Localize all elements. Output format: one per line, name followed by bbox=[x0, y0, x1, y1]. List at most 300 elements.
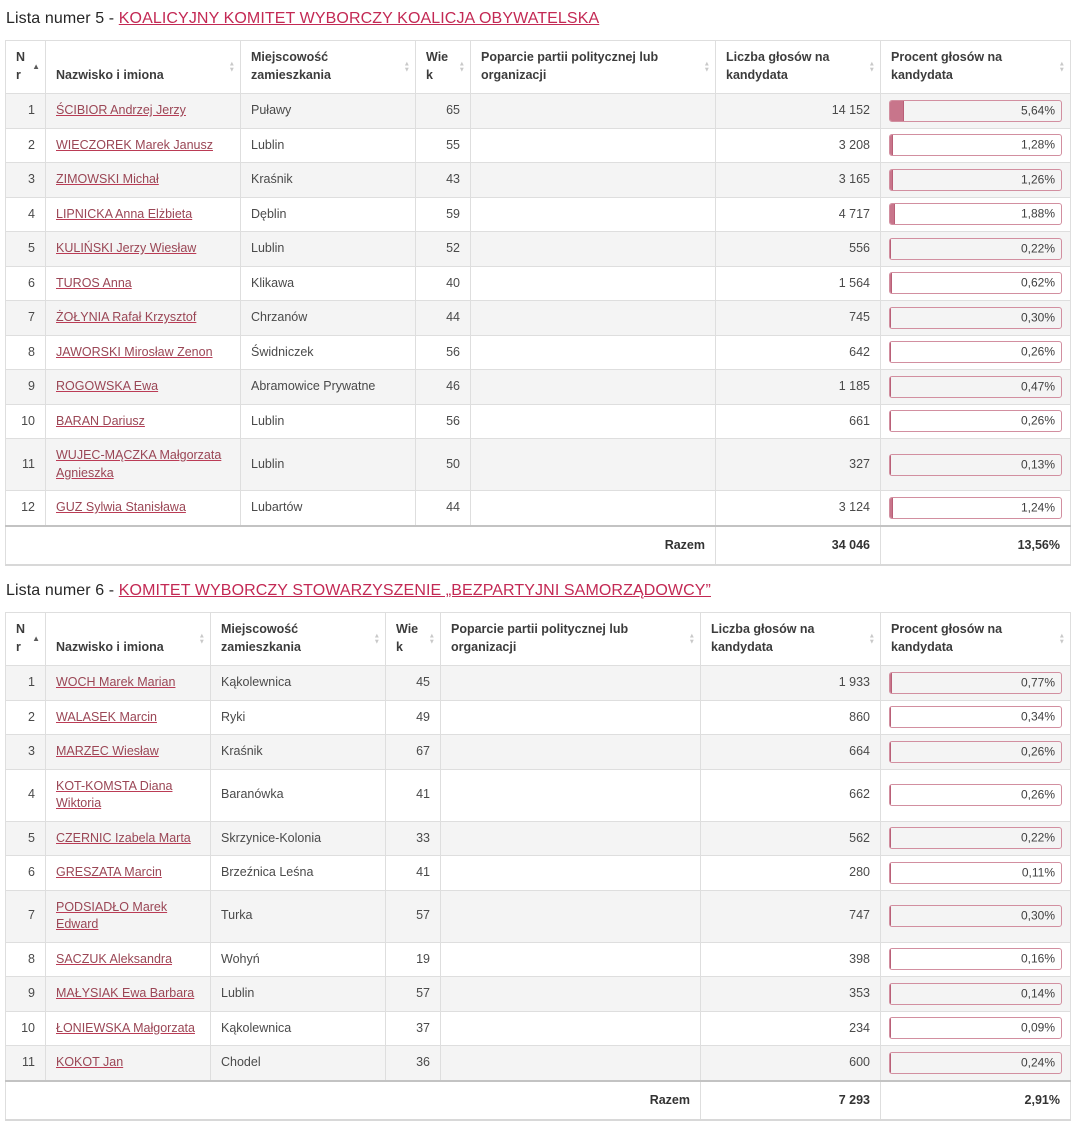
cell-percent bbox=[881, 735, 1071, 770]
column-header-name[interactable] bbox=[46, 613, 211, 666]
candidates-table-container bbox=[5, 612, 1070, 1121]
cell-city: Kąkolewnica bbox=[211, 666, 386, 701]
cell-name bbox=[46, 404, 241, 439]
cell-nr: 11 bbox=[6, 1046, 46, 1081]
percent-bar-fill bbox=[890, 455, 891, 475]
column-header-label: Nr bbox=[16, 622, 26, 654]
cell-age: 45 bbox=[386, 666, 441, 701]
percent-bar bbox=[889, 862, 1062, 884]
cell-votes: 3 208 bbox=[716, 128, 881, 163]
table-row bbox=[6, 197, 1071, 232]
percent-bar bbox=[889, 741, 1062, 763]
cell-support bbox=[441, 856, 701, 891]
column-header-support[interactable] bbox=[441, 613, 701, 666]
cell-name bbox=[46, 94, 241, 129]
cell-age: 36 bbox=[386, 1046, 441, 1081]
cell-city: Lublin bbox=[241, 439, 416, 491]
column-header-support[interactable] bbox=[471, 41, 716, 94]
cell-support bbox=[441, 977, 701, 1012]
cell-nr: 9 bbox=[6, 370, 46, 405]
committee-link[interactable]: KOMITET WYBORCZY STOWARZYSZENIE „BEZPARTYJNI SAMORZĄDOWCY” bbox=[118, 582, 711, 599]
percent-value: 1,28% bbox=[1020, 137, 1055, 152]
cell-name bbox=[46, 491, 241, 526]
column-header-age[interactable] bbox=[416, 41, 471, 94]
cell-nr: 6 bbox=[6, 856, 46, 891]
percent-bar-fill bbox=[890, 342, 891, 362]
totals-percent: 2,91% bbox=[881, 1081, 1071, 1121]
percent-value: 1,88% bbox=[1020, 206, 1055, 221]
cell-city: Lublin bbox=[241, 128, 416, 163]
cell-votes: 327 bbox=[716, 439, 881, 491]
percent-bar-fill bbox=[890, 411, 891, 431]
sort-both-icon: ▲ ▼ bbox=[703, 60, 710, 73]
percent-bar bbox=[889, 454, 1062, 476]
cell-votes: 4 717 bbox=[716, 197, 881, 232]
cell-votes: 745 bbox=[716, 301, 881, 336]
header-row bbox=[6, 41, 1071, 94]
percent-bar-fill bbox=[890, 239, 891, 259]
cell-nr: 1 bbox=[6, 666, 46, 701]
percent-bar-fill bbox=[890, 498, 893, 518]
cell-percent bbox=[881, 128, 1071, 163]
candidate-link[interactable]: CZERNIC Izabela Marta bbox=[56, 830, 191, 845]
cell-votes: 662 bbox=[701, 769, 881, 821]
cell-votes: 1 564 bbox=[716, 266, 881, 301]
cell-city: Świdniczek bbox=[241, 335, 416, 370]
cell-support bbox=[441, 1011, 701, 1046]
candidate-link[interactable]: KULIŃSKI Jerzy Wiesław bbox=[56, 241, 197, 255]
percent-value: 0,26% bbox=[1020, 744, 1055, 759]
cell-votes: 562 bbox=[701, 821, 881, 856]
percent-value: 0,22% bbox=[1020, 241, 1055, 256]
cell-percent bbox=[881, 197, 1071, 232]
candidate-link[interactable]: KOT-KOMSTA Diana Wiktoria bbox=[56, 778, 173, 810]
cell-percent bbox=[881, 370, 1071, 405]
candidate-link[interactable]: ROGOWSKA Ewa bbox=[56, 379, 159, 393]
candidates-table-container bbox=[5, 40, 1070, 566]
candidate-link[interactable]: PODSIADŁO Marek Edward bbox=[56, 899, 168, 931]
cell-name bbox=[46, 735, 211, 770]
percent-bar-fill bbox=[890, 906, 891, 926]
percent-bar bbox=[889, 827, 1062, 849]
percent-value: 0,30% bbox=[1020, 310, 1055, 325]
percent-bar-fill bbox=[890, 1018, 891, 1038]
sort-asc-icon: ▲ bbox=[32, 634, 40, 643]
percent-bar bbox=[889, 706, 1062, 728]
cell-name bbox=[46, 1046, 211, 1081]
cell-votes: 664 bbox=[701, 735, 881, 770]
percent-bar bbox=[889, 983, 1062, 1005]
candidate-link[interactable]: KOKOT Jan bbox=[56, 1055, 124, 1069]
candidate-link[interactable]: MARZEC Wiesław bbox=[56, 744, 159, 758]
cell-votes: 3 124 bbox=[716, 491, 881, 526]
cell-name bbox=[46, 197, 241, 232]
candidate-link[interactable]: MAŁYSIAK Ewa Barbara bbox=[56, 986, 195, 1000]
sort-both-icon: ▲ ▼ bbox=[1058, 60, 1065, 73]
column-header-label: Liczba głosów na kandydata bbox=[711, 622, 815, 654]
cell-city: Brzeźnica Leśna bbox=[211, 856, 386, 891]
cell-age: 49 bbox=[386, 700, 441, 735]
cell-city: Kraśnik bbox=[241, 163, 416, 198]
column-header-percent[interactable] bbox=[881, 613, 1071, 666]
cell-votes: 14 152 bbox=[716, 94, 881, 129]
percent-bar bbox=[889, 272, 1062, 294]
cell-support bbox=[441, 700, 701, 735]
cell-age: 50 bbox=[416, 439, 471, 491]
cell-city: Skrzynice-Kolonia bbox=[211, 821, 386, 856]
percent-value: 0,34% bbox=[1020, 709, 1055, 724]
candidate-link[interactable]: GRESZATA Marcin bbox=[56, 865, 162, 879]
percent-bar-fill bbox=[890, 273, 892, 293]
cell-percent bbox=[881, 977, 1071, 1012]
percent-value: 0,22% bbox=[1020, 830, 1055, 845]
cell-nr: 11 bbox=[6, 439, 46, 491]
percent-bar bbox=[889, 497, 1062, 519]
cell-nr: 7 bbox=[6, 890, 46, 942]
cell-nr: 8 bbox=[6, 942, 46, 977]
cell-name bbox=[46, 370, 241, 405]
candidate-link[interactable]: GUZ Sylwia Stanisława bbox=[56, 500, 186, 514]
cell-name bbox=[46, 128, 241, 163]
candidate-link[interactable]: TUROS Anna bbox=[56, 275, 132, 290]
cell-age: 57 bbox=[386, 890, 441, 942]
sort-both-icon: ▲ ▼ bbox=[688, 632, 695, 645]
cell-support bbox=[441, 942, 701, 977]
cell-nr: 6 bbox=[6, 266, 46, 301]
column-header-nr[interactable] bbox=[6, 41, 46, 94]
column-header-label: Wiek bbox=[426, 50, 449, 82]
percent-bar bbox=[889, 100, 1062, 122]
table-row bbox=[6, 1011, 1071, 1046]
candidate-link[interactable]: ŁONIEWSKA Małgorzata bbox=[56, 1020, 195, 1035]
totals-votes: 7 293 bbox=[701, 1081, 881, 1121]
cell-votes: 1 933 bbox=[701, 666, 881, 701]
cell-age: 57 bbox=[386, 977, 441, 1012]
percent-bar bbox=[889, 784, 1062, 806]
list-section-6 bbox=[5, 582, 1070, 1121]
cell-votes: 234 bbox=[701, 1011, 881, 1046]
sort-both-icon: ▲ ▼ bbox=[228, 60, 235, 73]
percent-value: 0,16% bbox=[1020, 951, 1055, 966]
percent-value: 5,64% bbox=[1020, 103, 1055, 118]
cell-support bbox=[471, 94, 716, 129]
totals-label: Razem bbox=[6, 526, 716, 566]
cell-support bbox=[471, 232, 716, 267]
cell-percent bbox=[881, 700, 1071, 735]
percent-bar-fill bbox=[890, 742, 891, 762]
cell-city: Dęblin bbox=[241, 197, 416, 232]
cell-age: 33 bbox=[386, 821, 441, 856]
cell-support bbox=[471, 197, 716, 232]
column-header-name[interactable] bbox=[46, 41, 241, 94]
cell-percent bbox=[881, 335, 1071, 370]
cell-support bbox=[471, 163, 716, 198]
list-title bbox=[6, 582, 1070, 600]
cell-age: 44 bbox=[416, 301, 471, 336]
column-header-label: Liczba głosów na kandydata bbox=[726, 50, 830, 82]
column-header-label: Wiek bbox=[396, 622, 419, 654]
percent-bar-fill bbox=[890, 828, 891, 848]
percent-value: 0,26% bbox=[1020, 787, 1055, 802]
table-row bbox=[6, 439, 1071, 491]
cell-votes: 398 bbox=[701, 942, 881, 977]
cell-age: 59 bbox=[416, 197, 471, 232]
table-row bbox=[6, 335, 1071, 370]
table-row bbox=[6, 769, 1071, 821]
percent-bar bbox=[889, 905, 1062, 927]
column-header-percent[interactable] bbox=[881, 41, 1071, 94]
table-row bbox=[6, 232, 1071, 267]
cell-name bbox=[46, 890, 211, 942]
cell-nr: 12 bbox=[6, 491, 46, 526]
percent-value: 0,09% bbox=[1020, 1020, 1055, 1035]
percent-bar bbox=[889, 1017, 1062, 1039]
cell-percent bbox=[881, 266, 1071, 301]
cell-age: 55 bbox=[416, 128, 471, 163]
cell-name bbox=[46, 439, 241, 491]
candidate-link[interactable]: WIECZOREK Marek Janusz bbox=[56, 137, 213, 152]
cell-city: Klikawa bbox=[241, 266, 416, 301]
cell-support bbox=[471, 439, 716, 491]
percent-bar-fill bbox=[890, 707, 891, 727]
percent-bar bbox=[889, 1052, 1062, 1074]
percent-bar-fill bbox=[890, 101, 904, 121]
totals-label: Razem bbox=[6, 1081, 701, 1121]
cell-percent bbox=[881, 1011, 1071, 1046]
column-header-label: Miejscowość zamieszkania bbox=[251, 50, 331, 82]
cell-nr: 9 bbox=[6, 977, 46, 1012]
column-header-label: Nazwisko i imiona bbox=[56, 67, 164, 82]
candidate-link[interactable]: WOCH Marek Marian bbox=[56, 675, 176, 689]
cell-support bbox=[471, 404, 716, 439]
cell-support bbox=[441, 821, 701, 856]
cell-votes: 3 165 bbox=[716, 163, 881, 198]
cell-city: Puławy bbox=[241, 94, 416, 129]
sort-both-icon: ▲ ▼ bbox=[1058, 632, 1065, 645]
cell-name bbox=[46, 821, 211, 856]
table-row bbox=[6, 890, 1071, 942]
column-header-votes[interactable] bbox=[701, 613, 881, 666]
cell-name bbox=[46, 769, 211, 821]
percent-bar-fill bbox=[890, 170, 893, 190]
table-row bbox=[6, 666, 1071, 701]
cell-votes: 353 bbox=[701, 977, 881, 1012]
percent-value: 0,77% bbox=[1020, 675, 1055, 690]
cell-city: Turka bbox=[211, 890, 386, 942]
cell-name bbox=[46, 1011, 211, 1046]
percent-bar bbox=[889, 169, 1062, 191]
cell-votes: 1 185 bbox=[716, 370, 881, 405]
column-header-label: Miejscowość zamieszkania bbox=[221, 622, 301, 654]
column-header-city[interactable] bbox=[241, 41, 416, 94]
cell-support bbox=[441, 769, 701, 821]
cell-nr: 8 bbox=[6, 335, 46, 370]
cell-age: 46 bbox=[416, 370, 471, 405]
candidate-link[interactable]: BARAN Dariusz bbox=[56, 413, 145, 428]
cell-age: 67 bbox=[386, 735, 441, 770]
percent-bar-fill bbox=[890, 785, 891, 805]
cell-nr: 7 bbox=[6, 301, 46, 336]
list-section-5 bbox=[5, 10, 1070, 566]
cell-votes: 661 bbox=[716, 404, 881, 439]
percent-value: 0,30% bbox=[1020, 908, 1055, 923]
cell-city: Kąkolewnica bbox=[211, 1011, 386, 1046]
column-header-nr[interactable] bbox=[6, 613, 46, 666]
cell-nr: 5 bbox=[6, 232, 46, 267]
percent-bar-fill bbox=[890, 308, 891, 328]
table-row bbox=[6, 821, 1071, 856]
percent-value: 1,24% bbox=[1020, 500, 1055, 515]
cell-age: 56 bbox=[416, 335, 471, 370]
percent-bar-fill bbox=[890, 984, 891, 1004]
cell-support bbox=[441, 735, 701, 770]
table-row bbox=[6, 491, 1071, 526]
table-row bbox=[6, 301, 1071, 336]
cell-age: 43 bbox=[416, 163, 471, 198]
percent-bar bbox=[889, 238, 1062, 260]
candidate-link[interactable]: LIPNICKA Anna Elżbieta bbox=[56, 206, 193, 221]
percent-bar-fill bbox=[890, 377, 891, 397]
totals-row bbox=[6, 1081, 1071, 1121]
cell-percent bbox=[881, 890, 1071, 942]
cell-nr: 10 bbox=[6, 404, 46, 439]
column-header-label: Nr bbox=[16, 50, 26, 82]
cell-city: Baranówka bbox=[211, 769, 386, 821]
cell-age: 19 bbox=[386, 942, 441, 977]
percent-value: 0,26% bbox=[1020, 413, 1055, 428]
cell-city: Kraśnik bbox=[211, 735, 386, 770]
candidate-link[interactable]: ŚCIBIOR Andrzej Jerzy bbox=[56, 103, 186, 117]
cell-city: Lubartów bbox=[241, 491, 416, 526]
table-row bbox=[6, 942, 1071, 977]
percent-bar bbox=[889, 410, 1062, 432]
cell-support bbox=[471, 370, 716, 405]
candidates-table bbox=[5, 612, 1071, 1121]
cell-support bbox=[471, 335, 716, 370]
list-title bbox=[6, 10, 1070, 28]
candidate-link[interactable]: JAWORSKI Mirosław Zenon bbox=[56, 344, 213, 359]
cell-support bbox=[471, 266, 716, 301]
sort-both-icon: ▲ ▼ bbox=[868, 60, 875, 73]
cell-votes: 747 bbox=[701, 890, 881, 942]
cell-age: 65 bbox=[416, 94, 471, 129]
percent-bar-fill bbox=[890, 135, 893, 155]
cell-city: Lublin bbox=[211, 977, 386, 1012]
table-row bbox=[6, 856, 1071, 891]
list-title-prefix: Lista numer 5 - bbox=[6, 10, 119, 27]
cell-percent bbox=[881, 1046, 1071, 1081]
cell-city: Chrzanów bbox=[241, 301, 416, 336]
percent-bar-fill bbox=[890, 673, 892, 693]
cell-age: 41 bbox=[386, 856, 441, 891]
percent-bar bbox=[889, 307, 1062, 329]
cell-nr: 10 bbox=[6, 1011, 46, 1046]
cell-name bbox=[46, 700, 211, 735]
cell-percent bbox=[881, 491, 1071, 526]
cell-nr: 2 bbox=[6, 128, 46, 163]
cell-name bbox=[46, 163, 241, 198]
cell-age: 40 bbox=[416, 266, 471, 301]
cell-votes: 556 bbox=[716, 232, 881, 267]
cell-percent bbox=[881, 769, 1071, 821]
cell-votes: 860 bbox=[701, 700, 881, 735]
cell-name bbox=[46, 266, 241, 301]
cell-support bbox=[441, 1046, 701, 1081]
column-header-label: Nazwisko i imiona bbox=[56, 639, 164, 654]
cell-nr: 1 bbox=[6, 94, 46, 129]
cell-percent bbox=[881, 232, 1071, 267]
cell-age: 56 bbox=[416, 404, 471, 439]
candidate-link[interactable]: SACZUK Aleksandra bbox=[56, 951, 173, 966]
sort-both-icon: ▲ ▼ bbox=[428, 632, 435, 645]
table-row bbox=[6, 128, 1071, 163]
cell-percent bbox=[881, 856, 1071, 891]
sort-both-icon: ▲ ▼ bbox=[373, 632, 380, 645]
sort-both-icon: ▲ ▼ bbox=[198, 632, 205, 645]
percent-bar bbox=[889, 672, 1062, 694]
cell-name bbox=[46, 232, 241, 267]
cell-name bbox=[46, 942, 211, 977]
cell-nr: 2 bbox=[6, 700, 46, 735]
cell-city: Wohyń bbox=[211, 942, 386, 977]
candidate-link[interactable]: ZIMOWSKI Michał bbox=[56, 172, 159, 186]
candidate-link[interactable]: WUJEC-MĄCZKA Małgorzata Agnieszka bbox=[56, 448, 222, 480]
column-header-votes[interactable] bbox=[716, 41, 881, 94]
sort-both-icon: ▲ ▼ bbox=[868, 632, 875, 645]
percent-value: 0,24% bbox=[1020, 1055, 1055, 1070]
percent-bar-fill bbox=[890, 204, 895, 224]
candidate-link[interactable]: ŻOŁYNIA Rafał Krzysztof bbox=[56, 310, 197, 324]
totals-votes: 34 046 bbox=[716, 526, 881, 566]
column-header-label: Procent głosów na kandydata bbox=[891, 622, 1003, 654]
cell-age: 37 bbox=[386, 1011, 441, 1046]
percent-value: 0,13% bbox=[1020, 457, 1055, 472]
cell-support bbox=[471, 491, 716, 526]
percent-value: 0,14% bbox=[1020, 986, 1055, 1001]
cell-nr: 3 bbox=[6, 163, 46, 198]
cell-age: 41 bbox=[386, 769, 441, 821]
percent-value: 0,26% bbox=[1020, 344, 1055, 359]
cell-city: Ryki bbox=[211, 700, 386, 735]
candidate-link[interactable]: WALASEK Marcin bbox=[56, 709, 157, 724]
percent-bar bbox=[889, 948, 1062, 970]
table-row bbox=[6, 977, 1071, 1012]
table-row bbox=[6, 163, 1071, 198]
cell-city: Lublin bbox=[241, 232, 416, 267]
cell-city: Abramowice Prywatne bbox=[241, 370, 416, 405]
cell-support bbox=[441, 666, 701, 701]
totals-row bbox=[6, 526, 1071, 566]
cell-votes: 642 bbox=[716, 335, 881, 370]
cell-city: Lublin bbox=[241, 404, 416, 439]
percent-bar bbox=[889, 376, 1062, 398]
percent-bar bbox=[889, 341, 1062, 363]
cell-percent bbox=[881, 821, 1071, 856]
cell-percent bbox=[881, 942, 1071, 977]
committee-link[interactable]: KOALICYJNY KOMITET WYBORCZY KOALICJA OBYWATELSKA bbox=[118, 10, 600, 27]
percent-bar bbox=[889, 134, 1062, 156]
table-row bbox=[6, 266, 1071, 301]
percent-value: 0,11% bbox=[1021, 865, 1055, 880]
column-header-city[interactable] bbox=[211, 613, 386, 666]
cell-percent bbox=[881, 94, 1071, 129]
sort-asc-icon: ▲ bbox=[32, 62, 40, 71]
column-header-label: Poparcie partii politycznej lub organizacji bbox=[481, 50, 659, 82]
percent-bar bbox=[889, 203, 1062, 225]
column-header-age[interactable] bbox=[386, 613, 441, 666]
cell-nr: 4 bbox=[6, 769, 46, 821]
cell-age: 44 bbox=[416, 491, 471, 526]
